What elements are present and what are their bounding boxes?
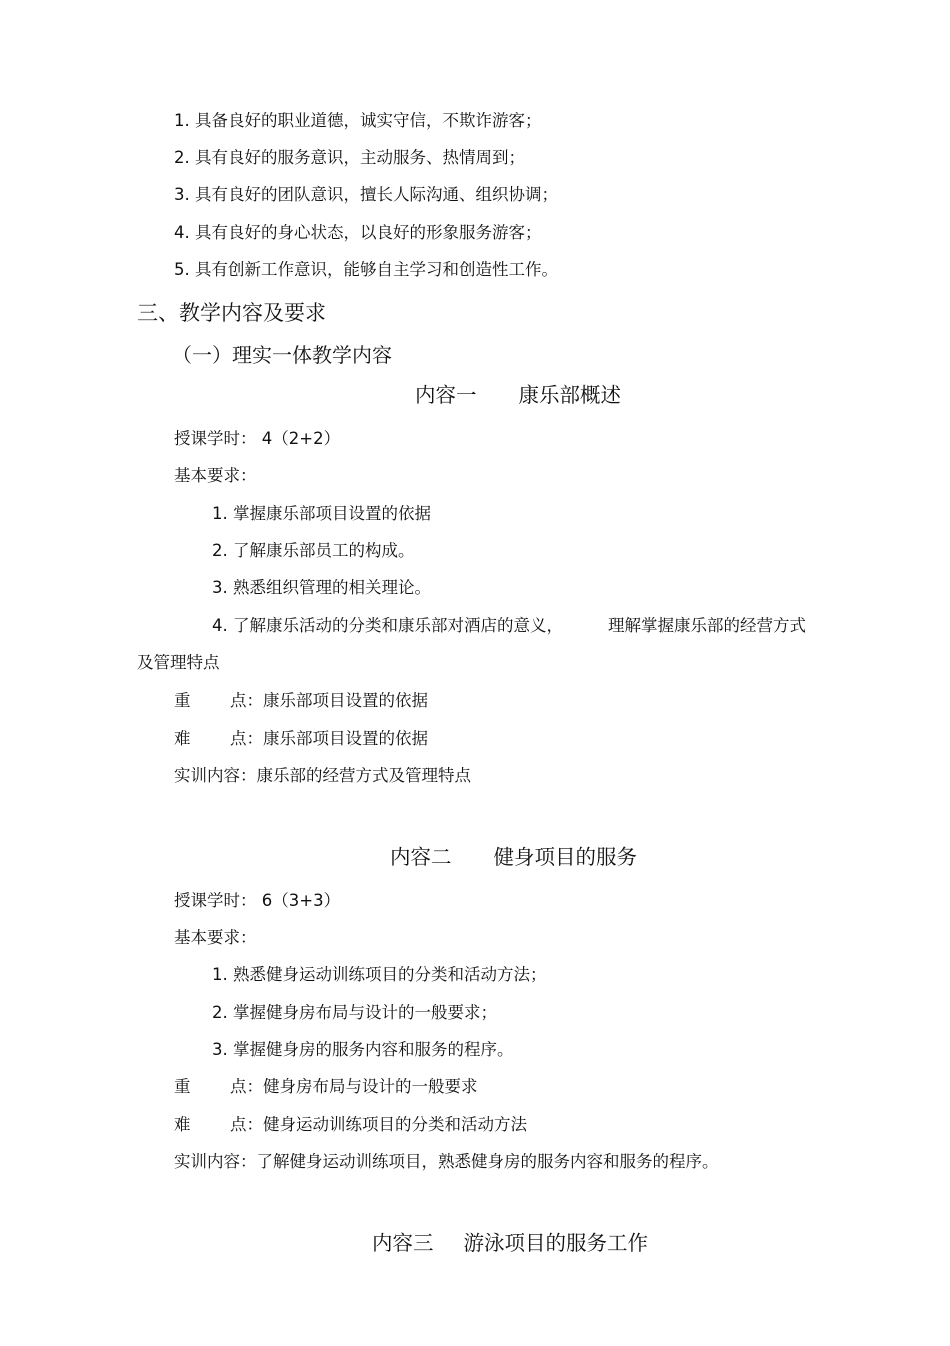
content-2-req-3: 3. 掌握健身房的服务内容和服务的程序。: [212, 1040, 514, 1059]
content-1-difficulty-point: 点：康乐部项目设置的依据: [230, 729, 428, 748]
content-1-label: 内容一: [415, 383, 477, 407]
content-2-difficulty-point: 点：健身运动训练项目的分类和活动方法: [230, 1115, 527, 1134]
content-1-basic-req-label: 基本要求：: [174, 466, 257, 485]
content-1-practice: 实训内容：康乐部的经营方式及管理特点: [174, 766, 471, 785]
content-3-title: 游泳项目的服务工作: [463, 1231, 648, 1255]
content-1-title: 康乐部概述: [518, 383, 621, 407]
content-3-label: 内容三: [372, 1231, 434, 1255]
content-1-req-2: 2. 了解康乐部员工的构成。: [212, 541, 415, 560]
content-2-label: 内容二: [390, 845, 452, 869]
content-1-difficulty-label: 难: [174, 729, 191, 748]
quality-item-5: 5. 具有创新工作意识，能够自主学习和创造性工作。: [174, 260, 558, 279]
quality-item-1: 1. 具备良好的职业道德，诚实守信，不欺诈游客；: [174, 111, 542, 130]
content-2-req-1: 1. 熟悉健身运动训练项目的分类和活动方法；: [212, 965, 547, 984]
content-2-key-label: 重: [174, 1077, 191, 1096]
content-1-req-4-b: 理解掌握康乐部的经营方式: [608, 616, 806, 635]
content-1-hours: 授课学时： 4（2+2）: [174, 429, 341, 448]
subsection-1-heading: （一）理实一体教学内容: [172, 343, 392, 367]
content-2-hours: 授课学时： 6（3+3）: [174, 891, 341, 910]
content-1-heading: [415, 381, 950, 409]
content-3-heading: [372, 1229, 950, 1257]
content-2-title: 健身项目的服务: [493, 845, 637, 869]
content-2-difficulty-label: 难: [174, 1115, 191, 1134]
quality-item-3: 3. 具有良好的团队意识，擅长人际沟通、组织协调；: [174, 185, 558, 204]
content-1-req-4-a: 4. 了解康乐活动的分类和康乐部对酒店的意义，: [212, 616, 563, 635]
content-2-practice: 实训内容：了解健身运动训练项目，熟悉健身房的服务内容和服务的程序。: [174, 1152, 719, 1171]
content-1-req-1: 1. 掌握康乐部项目设置的依据: [212, 504, 431, 523]
quality-item-2: 2. 具有良好的服务意识，主动服务、热情周到；: [174, 148, 525, 167]
content-2-req-2: 2. 掌握健身房布局与设计的一般要求；: [212, 1003, 497, 1022]
content-1-key-point: 点：康乐部项目设置的依据: [230, 691, 428, 710]
quality-item-4: 4. 具有良好的身心状态，以良好的形象服务游客；: [174, 223, 542, 242]
content-1-req-3: 3. 熟悉组织管理的相关理论。: [212, 578, 431, 597]
content-2-heading: [390, 843, 950, 871]
content-1-key-label: 重: [174, 691, 191, 710]
content-1-req-4-c: 及管理特点: [137, 653, 220, 672]
content-2-basic-req-label: 基本要求：: [174, 928, 257, 947]
section-3-heading: 三、教学内容及要求: [137, 301, 326, 325]
content-2-key-point: 点：健身房布局与设计的一般要求: [230, 1077, 478, 1096]
